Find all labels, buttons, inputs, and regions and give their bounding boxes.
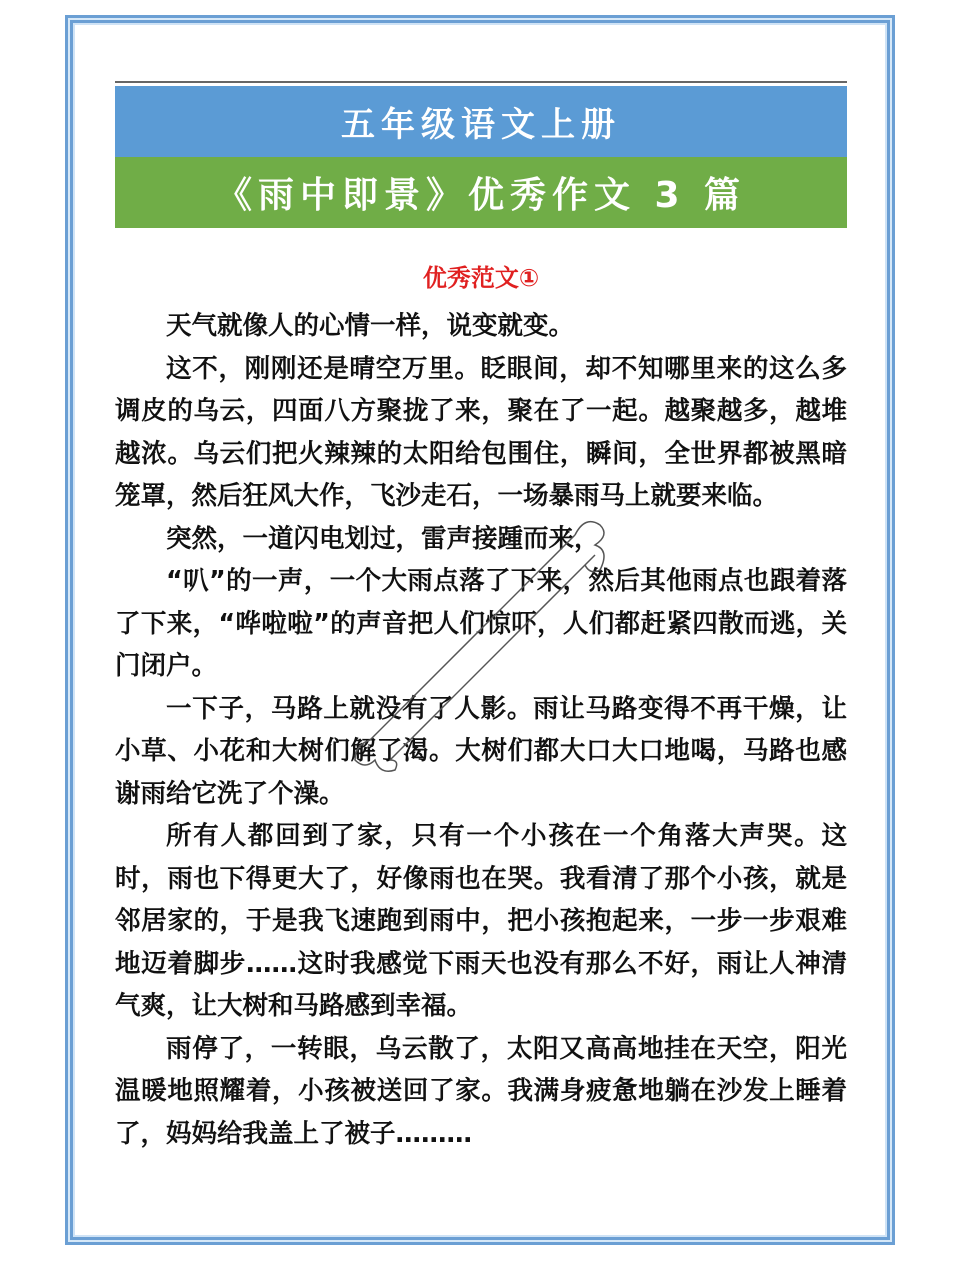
paragraph: 这不，刚刚还是晴空万里。眨眼间，却不知哪里来的这么多调皮的乌云，四面八方聚拢了来，聚在了一起。越聚越多，越堆越浓。乌云们把火辣辣的太阳给包围住，瞬间，全世界都被黑暗笼罩，然后狂风大作，飞沙走石，一场暴雨马上就要来临。 bbox=[115, 353, 847, 511]
essay-body bbox=[115, 305, 847, 1155]
header-title: 《雨中即景》优秀作文 3 篇 bbox=[115, 157, 847, 228]
paragraph: “叭”的一声，一个大雨点落了下来，然后其他雨点也跟着落了下来，“哗啦啦”的声音把人们惊吓，人们都赶紧四散而逃，关门闭户。 bbox=[115, 566, 847, 681]
header-grade: 五年级语文上册 bbox=[115, 86, 847, 157]
paragraph: 所有人都回到了家，只有一个小孩在一个角落大声哭。这时，雨也下得更大了，好像雨也在哭。我看清了那个小孩，就是邻居家的，于是我飞速跑到雨中，把小孩抱起来，一步一步艰难地迈着脚步……这时我感觉下雨天也没有那么不好，雨让人神清气爽，让大树和马路感到幸福。 bbox=[115, 821, 847, 1021]
paragraph: 突然，一道闪电划过，雷声接踵而来， bbox=[166, 523, 600, 554]
essay-title: 优秀范文① bbox=[422, 264, 540, 292]
paragraph: 雨停了，一转眼，乌云散了，太阳又高高地挂在天空，阳光温暖地照耀着，小孩被送回了家。我满身疲惫地躺在沙发上睡着了，妈妈给我盖上了被子……… bbox=[115, 1033, 847, 1149]
paragraph: 天气就像人的心情一样，说变就变。 bbox=[166, 311, 575, 341]
header-rule bbox=[115, 81, 847, 83]
paragraph: 一下子，马路上就没有了人影。雨让马路变得不再干燥，让小草、小花和大树们解了渴。大树们都大口大口地喝，马路也感谢雨给它洗了个澡。 bbox=[115, 693, 847, 809]
